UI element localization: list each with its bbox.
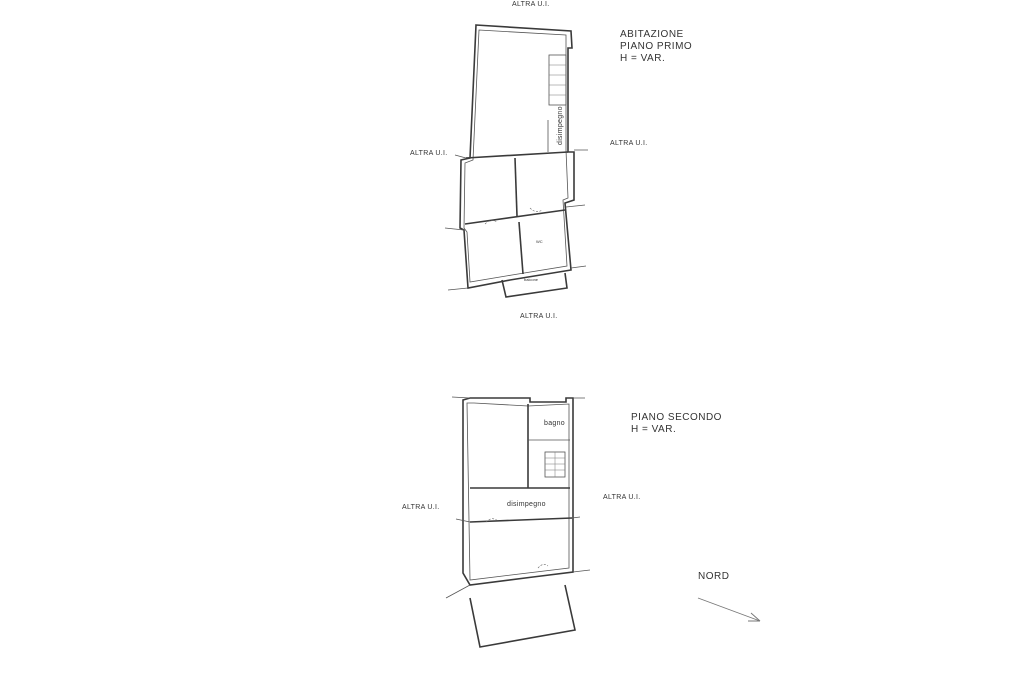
first-floor-partition-3 <box>465 210 565 224</box>
first-floor-partition-1 <box>466 152 568 158</box>
first-floor-door-2 <box>530 208 542 212</box>
second-floor-neighbor-left: ALTRA U.I. <box>402 504 440 511</box>
second-floor-room-bath: bagno <box>544 420 565 427</box>
first-floor-title-1: ABITAZIONE <box>620 29 684 40</box>
first-floor-stair <box>549 55 566 105</box>
first-floor-title-2: PIANO PRIMO <box>620 41 693 52</box>
second-floor-neighbor-right: ALTRA U.I. <box>603 494 641 501</box>
second-floor-neighbor-wall-right <box>572 398 590 572</box>
second-floor-title-2: H = VAR. <box>631 424 677 435</box>
second-floor-terrace <box>470 585 575 647</box>
second-floor-title-1: PIANO SECONDO <box>631 412 722 423</box>
first-floor-neighbor-wall-left <box>445 155 466 230</box>
first-floor-neighbor-wall-bottom <box>448 288 468 290</box>
first-floor-neighbor-bottom: ALTRA U.I. <box>520 313 558 320</box>
second-floor-stair-steps <box>545 452 565 477</box>
first-floor-room-hall: disimpegno <box>557 106 564 145</box>
second-floor-partition-3 <box>470 518 572 522</box>
first-floor-partition-2 <box>515 158 517 216</box>
first-floor-room-balcony: balcone <box>524 277 539 282</box>
second-floor-room-hall: disimpegno <box>507 501 546 508</box>
second-floor-neighbor-wall-left <box>446 397 470 598</box>
second-floor-plan <box>446 397 590 647</box>
compass-label: NORD <box>698 571 730 582</box>
first-floor-partition-4 <box>519 222 523 274</box>
first-floor-neighbor-left: ALTRA U.I. <box>410 150 448 157</box>
north-arrow-icon <box>698 598 760 621</box>
first-floor-stair-steps <box>549 65 566 95</box>
second-floor-door-2 <box>538 564 548 568</box>
first-floor-neighbor-top: ALTRA U.I. <box>512 1 550 8</box>
second-floor-inner-outline <box>467 403 569 580</box>
first-floor-inner-outline <box>464 30 568 282</box>
first-floor-plan <box>445 25 588 297</box>
first-floor-room-wc: WC <box>536 239 543 244</box>
first-floor-title-3: H = VAR. <box>620 53 666 64</box>
first-floor-neighbor-right: ALTRA U.I. <box>610 140 648 147</box>
